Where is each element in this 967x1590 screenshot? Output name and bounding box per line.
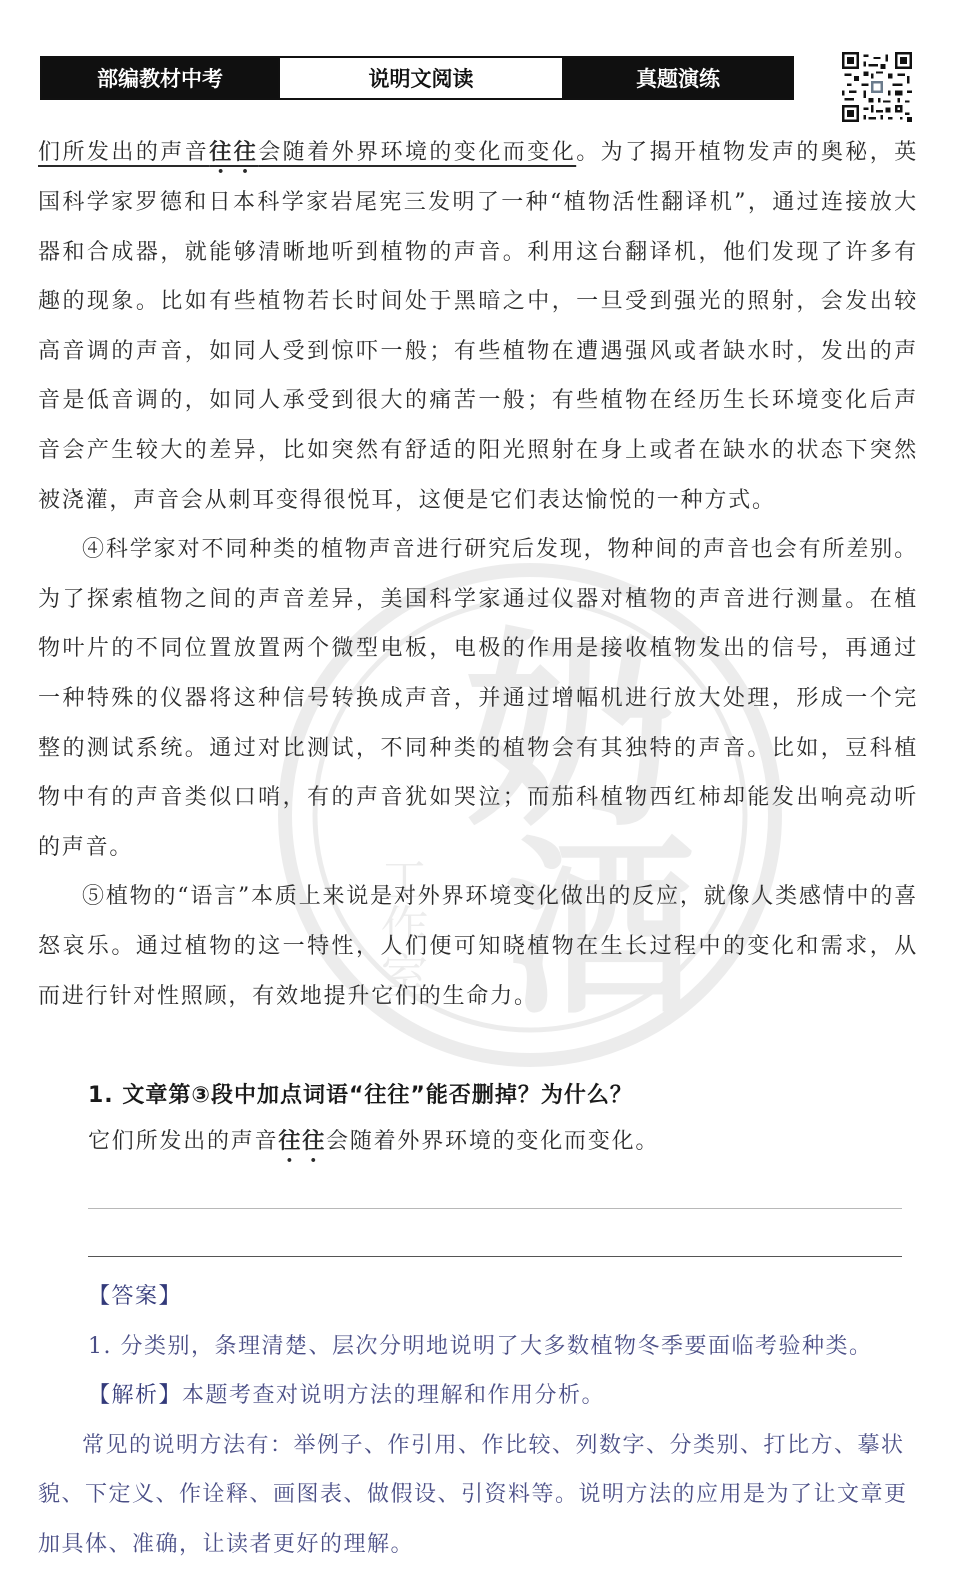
explanation-text: 常见的说明方法有：举例子、作引用、作比较、列数字、分类别、打比方、摹状貌、下定义、作诠释、画图表、做假设、引资料等。说明方法的应用是为了让文章更加具体、准确，让读者更好的理解。 — [38, 1432, 908, 1557]
answer-section — [38, 1272, 918, 1570]
quote-before: 它们所发出的声音 — [88, 1129, 279, 1154]
underlined-sentence-start: 们所发出的声音 — [38, 140, 210, 165]
analysis-text: 本题考查对说明方法的理解和作用分析。 — [182, 1383, 606, 1409]
answer-text: 1. 分类别，条理清楚、层次分明地说明了大多数植物冬季要面临考验种类。 — [88, 1333, 873, 1359]
paragraph-5: ⑤植物的“语言”本质上来说是对外界环境变化做出的反应，就像人类感情中的喜怒哀乐。通过植物的这一特性，人们便可知晓植物在生长过程中的变化和需求，从而进行针对性照顾，有效地提升它们的生命力。 — [38, 884, 918, 1009]
question-quote — [88, 1124, 659, 1167]
header-banner — [40, 56, 794, 100]
header-left-label: 部编教材中考 — [42, 58, 278, 98]
reading-passage — [38, 128, 918, 1021]
question-title: 1. 文章第③段中加点词语“往往”能否删掉？为什么？ — [88, 1083, 633, 1108]
answer-blank-line-2[interactable] — [88, 1256, 902, 1257]
paragraph-3-rest: 。为了揭开植物发声的奥秘，英国科学家罗德和日本科学家岩尾宪三发明了一种“植物活性翻译机”，通过连接放大器和合成器，就能够清晰地听到植物的声音。利用这台翻译机，他们发现了许多有趣的现象。比如有些植物若长时间处于黑暗之中，一旦受到强光的照射，会发出较高音调的声音，如同人受到惊吓一般；有些植物在遭遇强风或者缺水时，发出的声音是低音调的，如同人承受到很大的痛苦一般；有些植物在经历生长环境变化后声音会产生较大的差异，比如突然有舒适的阳光照射在身上或者在缺水的状态下突然被浇灌，声音会从刺耳变得很悦耳，这便是它们表达愉悦的一种方式。 — [38, 140, 919, 513]
quote-after: 会随着外界环境的变化而变化。 — [326, 1129, 660, 1154]
watermark-glyph-top: 奶 — [464, 608, 676, 855]
header-center-label: 说明文阅读 — [278, 58, 564, 98]
underlined-sentence — [38, 140, 576, 165]
qr-code-icon[interactable] — [842, 52, 912, 122]
answer-heading — [38, 1272, 918, 1322]
quote-dotted-word: 往往 — [278, 1128, 327, 1154]
paragraph-3 — [38, 128, 918, 525]
watermark-side-text: 工作室 — [372, 855, 428, 999]
answer-blank-line-1[interactable] — [88, 1208, 902, 1209]
underlined-sentence-end: 会随着外界环境的变化而变化 — [258, 140, 577, 165]
analysis-line — [38, 1371, 918, 1421]
paragraph-4: ④科学家对不同种类的植物声音进行研究后发现，物种间的声音也会有所差别。为了探索植物之间的声音差异，美国科学家通过仪器对植物的声音进行测量。在植物叶片的不同位置放置两个微型电板，电极的作用是接收植物发出的信号，再通过一种特殊的仪器将这种信号转换成声音，并通过增幅机进行放大处理，形成一个完整的测试系统。通过对比测试，不同种类的植物会有其独特的声音。比如，豆科植物中有的声音类似口哨，有的声音犹如哭泣；而茄科植物西红柿却能发出响亮动听的声音。 — [38, 537, 918, 860]
watermark-glyph-bottom: 酒 — [504, 817, 696, 1040]
header-right-label: 真题演练 — [564, 58, 792, 98]
answer-tag: 【答案】 — [88, 1284, 183, 1309]
analysis-tag: 【解析】 — [88, 1383, 183, 1409]
dotted-word: 往往 — [209, 139, 259, 165]
